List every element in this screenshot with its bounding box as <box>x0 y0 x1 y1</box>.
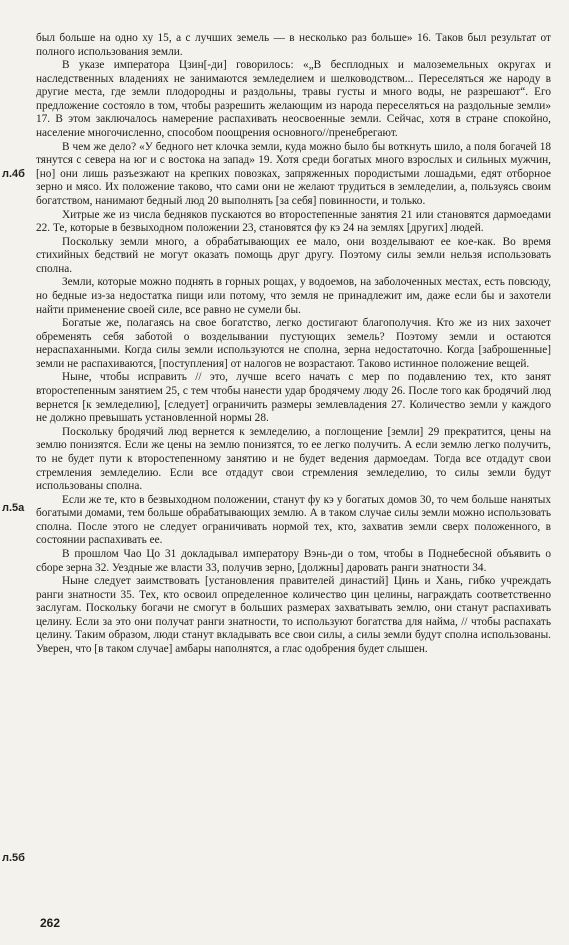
page-number: 262 <box>40 916 61 930</box>
paragraph: Ныне следует заимствовать [установления правителей династий] Цинь и Хань, гибко учреждать ранги знатности 35. Тех, кто освоил определенное количество цин целины, награждать соответственно заслугам. Поскольку богачи не смогут в больших размерах захватывать землю, они станут распахивать целину. Если за это они получат ранги знатности, то используют богатства для найма, // чтобы распахать целину. Таким образом, люди станут вкладывать все свои силы, а силы земли будут сполна использованы. Уверен, что [в таком случае] амбары наполнятся, а глас одобрения будет слышен. <box>36 575 551 656</box>
paragraph: Хитрые же из числа бедняков пускаются во второстепенные занятия 21 или становятся дармоедами 22. Те, которые в безвыходном положении 23, становятся фу кэ 24 на землях [других] людей. <box>36 208 551 235</box>
paragraph: Ныне, чтобы исправить // это, лучше всего начать с мер по подавлению тех, кто занят второстепенным занятием 25, с тем чтобы нанести удар бродячему люду 26. После того как бродячий люд вернется [к земледелию], [следует] ограничить размеры землевладения 27. Количество земли у каждого не должно превышать установленной нормы 28. <box>36 371 551 425</box>
paragraph: был больше на одно ху 15, а с лучших земель — в несколько раз больше» 16. Таков был результат от полного использования земли. <box>36 32 551 58</box>
paragraph: В прошлом Чао Цо 31 докладывал императору Вэнь-ди о том, чтобы в Поднебесной объявить о сборе зерна 32. Уездные же власти 33, получив зерно, [должны] даровать ранги знатности 34. <box>36 547 551 574</box>
paragraph: В чем же дело? «У бедного нет клочка земли, куда можно было бы воткнуть шило, а поля богачей 18 тянутся с севера на юг и с востока на запад» 19. Хотя среди богатых много взрослых и сильных мужчин, [но] они лишь разъезжают на крепких повозках, запряженных породистыми лошадьми, едят отборное зерно и мясо. Их положение таково, что сами они не желают трудиться в земледелии, а, пользуясь своим богатством, нанимают бедный люд 20 выполнять [за себя] повинности, и только. <box>36 140 551 207</box>
margin-note: л.5б <box>2 852 25 864</box>
margin-note: л.4б <box>2 168 25 180</box>
body-text <box>36 32 551 657</box>
paragraph: Земли, которые можно поднять в горных рощах, у водоемов, на заболоченных местах, есть повсюду, но бедные из-за недостатка пищи или потому, что земля не принадлежит им, даже если бы и захотели найти применение своей силе, все равно не сумели бы. <box>36 276 551 316</box>
margin-note: л.5а <box>2 502 25 514</box>
paragraph: Богатые же, полагаясь на свое богатство, легко достигают благополучия. Кто же из них захочет обременять себя заботой о возделывании пустующих земель? Поэтому земли и остаются нераспаханными. Когда силы земли используются не сполна, зерна недостаточно. Когда [заброшенные] земли не распахиваются, [поступления] от налогов не возрастают. Таково истинное положение вещей. <box>36 317 551 370</box>
paragraph: Поскольку бродячий люд вернется к земледелию, а поглощение [земли] 29 прекратится, цены на землю понизятся. Если же цены на землю понизятся, то ее легко получить. А если землю легко получить, то не будет пути к второстепенному занятию и не будет ведения дармоедам. Тогда все отдадут свои стремления земледелию. Если все отдадут свои стремления земледелию, то силы земли будут использованы сполна. <box>36 425 551 493</box>
paragraph: Поскольку земли много, а обрабатывающих ее мало, они возделывают ее кое-как. Во время стихийных бедствий не могут оказать помощь друг другу. Поэтому силы земли нельзя использовать сполна. <box>36 235 551 275</box>
paragraph: Если же те, кто в безвыходном положении, станут фу кэ у богатых домов 30, то чем больше нанятых богатыми домами, тем больше обрабатывающих землю. А в таком случае силы земли можно использовать сполна. После этого не следует ограничивать нормой тех, кто, захватив земли сверх положенного, в состоянии распахивать ее. <box>36 493 551 547</box>
paragraph: В указе императора Цзин[-ди] говорилось: «„В бесплодных и малоземельных округах и наследственных владениях не занимаются земледелием и шелководством... Переселяться же народу в другие места, где земли плодородны и раздольны, травы густы и много воды, не разрешают“. Его предложение состояло в том, чтобы разрешить желающим из народа переселяться на раздольные земли» 17. В этом заключалось намерение распахивать неосвоенные земли. Сейчас, хотя в стране спокойно, население многочисленно, способом поощрения основного//пренебрегают. <box>36 59 551 140</box>
